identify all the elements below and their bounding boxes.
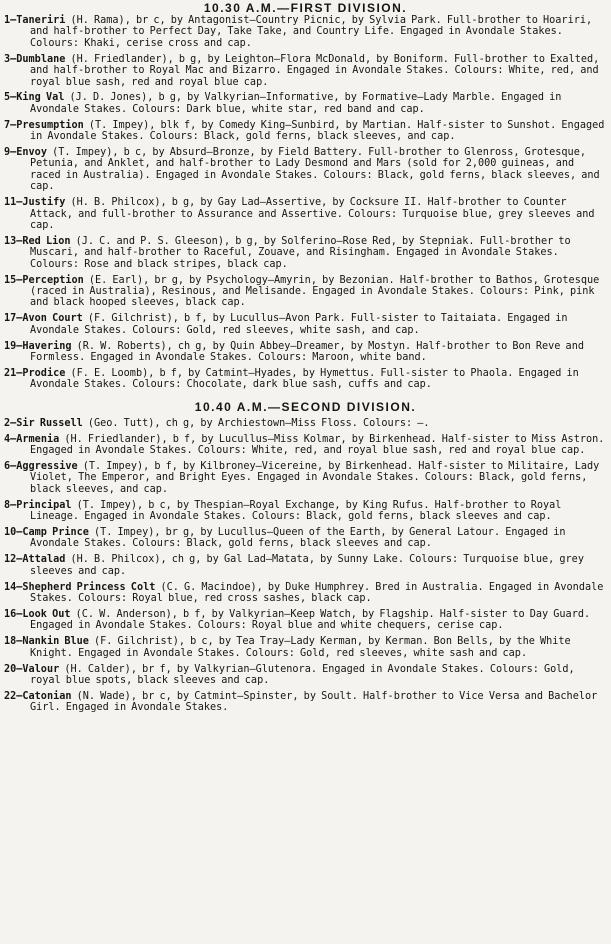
horse-entry	[0, 554, 611, 577]
entry-number: 6—	[4, 461, 17, 472]
horse-name: Sir Russell	[16, 417, 83, 429]
horse-name: Look Out	[22, 608, 71, 620]
horse-entry	[0, 275, 611, 309]
horse-name: Red Lion	[22, 235, 71, 247]
entry-description: (Geo. Tutt), ch g, by Archiestown—Miss Floss. Colours: —.	[82, 417, 430, 429]
first-division-heading: 10.30 A.M.—FIRST DIVISION.	[203, 1, 408, 15]
horse-entry	[0, 313, 611, 336]
entry-description: (C. G. Macindoe), by Duke Humphrey. Bred in Australia. Engaged in Avondale Stakes. Colours: Royal blue, red cross sashes, black cap.	[30, 581, 604, 605]
first-division-entries	[0, 15, 611, 391]
second-division-entries	[0, 418, 611, 714]
entry-number: 4—	[4, 433, 17, 445]
entry-number: 14—	[4, 581, 23, 593]
entry-number: 3—	[4, 53, 17, 65]
entry-number: 16—	[4, 608, 23, 620]
horse-entry	[0, 15, 611, 49]
horse-entry	[0, 434, 611, 457]
horse-name: Envoy	[16, 147, 47, 159]
entry-description: (E. Earl), br g, by Psychology—Amyrin, by Bezonian. Half-brother to Bathos, Grotesque (raced in Australia), Resinous, and Melisande. Engaged in Avondale Stakes. Colours: Pink, pink and black hooped sleeves, black cap.	[30, 274, 600, 309]
entry-number: 21—	[4, 367, 23, 379]
entry-description: (H. Calder), br f, by Valkyrian—Glutenora. Engaged in Avondale Stakes. Colours: Gold, royal blue spots, black sleeves and cap.	[30, 663, 575, 686]
entry-description: (N. Wade), br c, by Catmint—Spinster, by Soult. Half-brother to Vice Versa and Bachelor Girl. Engaged in Avondale Stakes.	[30, 690, 598, 714]
entry-description: (T. Impey), br g, by Lucullus—Queen of the Earth, by General Latour. Engaged in Avondale Stakes. Colours: Black, gold ferns, black sleeves and cap.	[30, 527, 566, 550]
horse-entry	[0, 664, 611, 687]
horse-entry	[0, 54, 611, 88]
entry-number: 22—	[4, 690, 23, 702]
entry-number: 11—	[4, 197, 23, 209]
entry-number: 1—	[4, 15, 17, 26]
entry-description: (H. B. Philcox), b g, by Gay Lad—Assertive, by Cocksure II. Half-brother to Counter Attack, and full-brother to Assurance and Assertive. Colours: Turquoise blue, grey sleeves and cap.	[30, 197, 595, 231]
horse-name: Dumblane	[16, 53, 66, 65]
entry-description: (H. B. Philcox), ch g, by Gal Lad—Matata, by Sunny Lake. Colours: Turquoise blue, grey sleeves and cap.	[30, 554, 584, 577]
entry-description: (F. E. Loomb), b f, by Catmint—Hyades, by Hymettus. Full-sister to Phaola. Engaged in Avondale Stakes. Colours: Chocolate, dark blue sash, cuffs and cap.	[30, 367, 579, 391]
entry-description: (J. D. Jones), b g, by Valkyrian—Informative, by Formative—Lady Marble. Engaged in Avondale Stakes. Colours: Dark blue, white star, red band and cap.	[30, 92, 562, 115]
horse-name: Principal	[16, 499, 72, 511]
entry-description: (C. W. Anderson), b f, by Valkyrian—Keep Watch, by Flagship. Half-sister to Day Guard. Engaged in Avondale Stakes. Colours: Royal blue and white chequers, cerise cap.	[30, 608, 591, 632]
entry-number: 15—	[4, 274, 23, 286]
horse-entry	[0, 368, 611, 391]
entry-description: (T. Impey), b c, by Thespian—Royal Exchange, by King Rufus. Half-brother to Royal Lineage. Engaged in Avondale Stakes. Colours: Black, gold ferns, black sleeves and cap.	[30, 499, 562, 523]
entry-number: 10—	[4, 527, 23, 539]
entry-description: (H. Friedlander), b f, by Lucullus—Miss Kolmar, by Birkenhead. Half-sister to Miss Astron. Engaged in Avondale Stakes. Colours: White, red, and royal blue sash, red and royal blue cap.	[30, 433, 605, 457]
entry-description: (T. Impey), b c, by Absurd—Bronze, by Field Battery. Full-brother to Glenross, Grotesque, Petunia, and Anklet, and half-brother to Lady Desmond and Mars (sold for 2,000 guineas, and raced in Australia). Engaged in Avondale Stakes. Colours: Black, gold ferns, black sleeves, and cap.	[30, 147, 600, 193]
entry-description: (T. Impey), b f, by Kilbroney—Vicereine, by Birkenhead. Half-sister to Militaire, Lady Violet, The Emperor, and Bright Eyes. Engaged in Avondale Stakes. Colours: Black, gold ferns, black sleeves, and cap.	[30, 461, 600, 495]
horse-entry	[0, 609, 611, 632]
horse-entry	[0, 418, 611, 429]
entry-number: 2—	[4, 417, 17, 429]
horse-name: Catonian	[22, 690, 72, 702]
entry-description: (H. Friedlander), b g, by Leighton—Flora McDonald, by Boniform. Full-brother to Exalted, and half-brother to Royal Mac and Bizarro. Engaged in Avondale Stakes. Colours: White, red, and royal blue sash, red and royal blue cap.	[30, 53, 600, 88]
horse-entry	[0, 120, 611, 143]
entry-number: 7—	[4, 119, 17, 131]
horse-name: Camp Prince	[22, 527, 89, 539]
entry-number: 19—	[4, 340, 23, 352]
horse-name: Perception	[22, 274, 84, 286]
entry-description: (H. Rama), br c, by Antagonist—Country Picnic, by Sylvia Park. Full-brother to Hoariri, and half-brother to Perfect Day, Take Take, and Country Life. Engaged in Avondale Stakes. Colours: Khaki, cerise cross and cap.	[30, 15, 593, 49]
entry-number: 20—	[4, 663, 23, 675]
horse-entry	[0, 527, 611, 550]
horse-name: Aggressive	[16, 461, 78, 472]
horse-name: Taneriri	[16, 15, 66, 26]
horse-name: Presumption	[16, 119, 84, 131]
entry-number: 9—	[4, 147, 17, 159]
entry-description: (F. Gilchrist), b f, by Lucullus—Avon Park. Full-sister to Taitaiata. Engaged in Avondale Stakes. Colours: Gold, red sleeves, white sash, and cap.	[30, 313, 568, 336]
horse-entry	[0, 341, 611, 364]
horse-name: Armenia	[16, 433, 60, 445]
horse-entry	[0, 636, 611, 659]
entry-number: 5—	[4, 92, 17, 104]
horse-name: Shepherd Princess Colt	[22, 581, 156, 593]
horse-name: Attalad	[22, 554, 66, 566]
second-division-heading: 10.40 A.M.—SECOND DIVISION.	[194, 399, 417, 414]
horse-entry	[0, 147, 611, 193]
horse-entry	[0, 691, 611, 714]
entry-number: 17—	[4, 313, 23, 325]
entry-number: 8—	[4, 499, 17, 511]
entry-number: 12—	[4, 554, 23, 566]
entry-description: (R. W. Roberts), ch g, by Quin Abbey—Dreamer, by Mostyn. Half-brother to Bon Reve and Formless. Engaged in Avondale Stakes. Colours: Maroon, white band.	[30, 340, 584, 364]
entry-description: (J. C. and P. S. Gleeson), b g, by Solferino—Rose Red, by Stepniak. Full-brother to Muscari, and half-brother to Raceful, Zouave, and Risingham. Engaged in Avondale Stakes. Colours: Rose and black stripes, black cap.	[30, 235, 571, 270]
horse-name: Avon Court	[22, 313, 83, 325]
horse-name: Justify	[22, 197, 66, 209]
horse-name: King Val	[16, 92, 65, 104]
horse-entry	[0, 197, 611, 231]
horse-name: Nankin Blue	[22, 636, 89, 648]
entry-number: 13—	[4, 235, 23, 247]
horse-name: Valour	[22, 663, 60, 675]
horse-name: Prodice	[22, 367, 66, 379]
horse-entry	[0, 236, 611, 270]
entry-description: (F. Gilchrist), b c, by Tea Tray—Lady Kerman, by Kerman. Bon Bells, by the White Knight. Engaged in Avondale Stakes. Colours: Gold, red sleeves, white sash and cap.	[30, 636, 571, 659]
horse-entry	[0, 461, 611, 495]
horse-entry	[0, 92, 611, 115]
horse-entry	[0, 582, 611, 605]
entry-number: 18—	[4, 636, 23, 648]
horse-name: Havering	[22, 340, 72, 352]
horse-entry	[0, 500, 611, 523]
entry-description: (T. Impey), blk f, by Comedy King—Sunbird, by Martian. Half-sister to Sunshot. Engaged in Avondale Stakes. Colours: Black, gold ferns, black sleeves, and cap.	[30, 119, 605, 143]
